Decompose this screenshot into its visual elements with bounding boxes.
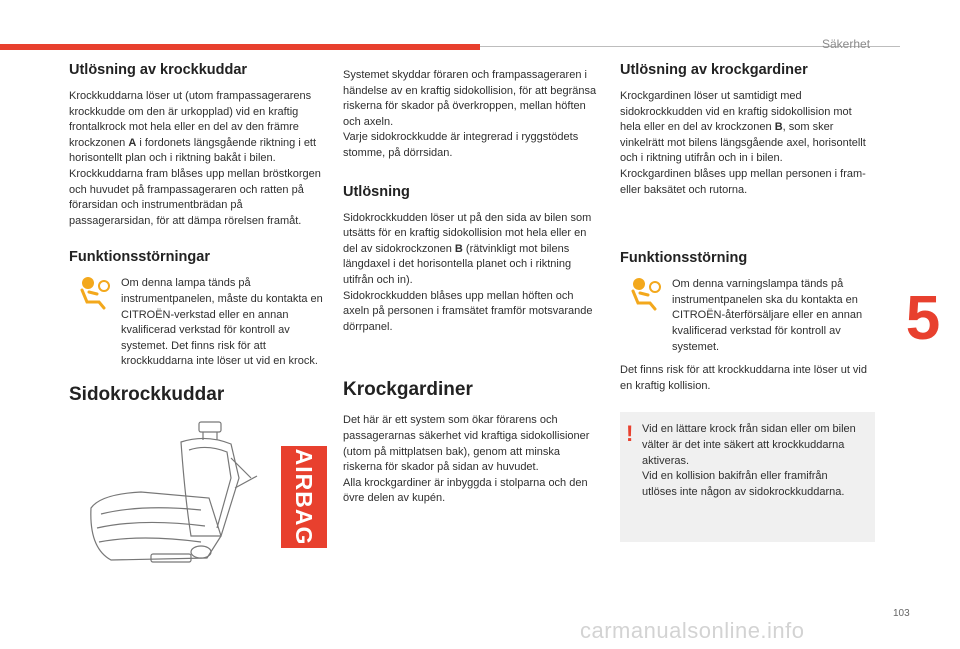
column-left (69, 62, 324, 568)
watermark: carmanualsonline.info (580, 618, 805, 643)
column-middle (343, 68, 598, 507)
header-accent-bar (0, 44, 480, 50)
car-seat-icon (81, 418, 281, 568)
warning-row (69, 276, 324, 370)
paragraph-frontal-inflation: Krockkuddarna fram blåses upp mellan bröstkorgen och huvudet på frampassageraren och ratten på förarsidan och instrumentbrädan på passagerarsidan, för att dämpa rörelsen framåt. (69, 167, 321, 227)
paragraph-malfunction-contact: Om denna varningslampa tänds på instrumentpanelen ska du kontakta en CITROËN-återförsäljare eller en annan kvalificerad verkstad för kontroll av systemet. (672, 278, 863, 353)
caution-text-rear: Vid en kollision bakifrån eller framifrån utlöses inte någon av sidokrockkuddarna. (642, 470, 845, 498)
heading-curtain-airbags: Krockgardiner (343, 379, 473, 401)
chapter-number: 5 (905, 284, 941, 353)
page-number: 103 (893, 608, 910, 619)
heading-side-airbags: Sidokrockkuddar (69, 383, 225, 405)
paragraph-curtain-release: Krockgardinen löser ut samtidigt med sidokrockkudden vid en kraftig sidokollision mot hela eller en del av krockzonen B, som sker vinkelrätt mot bilens längsgående axel, horisontellt och i riktning utifrån och in i bilen. (620, 90, 866, 165)
seat-illustration (81, 418, 331, 568)
paragraph-curtain-inflation: Krockgardinen blåses upp mellan personen i fram- eller baksätet och rutorna. (620, 167, 866, 196)
paragraph-malfunction-warning: Om denna lampa tänds på instrumentpanelen, måste du kontakta en CITROËN-verkstad eller en annan kvalificerad verkstad för kontroll av systemet. Det finns risk för att krockkuddarna inte löser ut vid en krock. (121, 277, 323, 368)
paragraph-frontal-release: Krockkuddarna löser ut (utom frampassagerarens krockkudde om den är urkopplad) vid en kraftig frontalkrock mot hela eller en del av den främre krockzonen A i fordonets längsgående riktning i ett horisontellt plan och i riktning bakåt i bilen. (69, 90, 317, 165)
caution-text-side: Vid en lättare krock från sidan eller om bilen välter är det inte säkert att krockkuddarna aktiveras. (642, 423, 856, 467)
section-title: Säkerhet (822, 37, 871, 51)
airbag-warning-lamp-icon (628, 277, 672, 316)
heading-malfunctions: Funktionsstörningar (69, 249, 210, 266)
paragraph-side-release: Sidokrockkudden löser ut på den sida av bilen som utsätts för en kraftig sidokollision mot hela eller en del av sidokrockzonen B (rätvinkligt mot bilens längdaxel i det horisontella planet och i riktning utifrån och in). (343, 211, 592, 286)
paragraph-curtain-intro: Det här är ett system som ökar förarens och passagerarnas säkerhet vid kraftiga sidokollisioner (utom på mittplatsen bak), genom att minska riskerna för skador på sidan av huvudet. (343, 414, 590, 474)
exclamation-icon: ! (626, 421, 634, 447)
warning-row-right (620, 277, 875, 355)
heading-malfunction: Funktionsstörning (620, 250, 748, 267)
paragraph-side-inflation: Sidokrockkudden blåses upp mellan höften och axeln på personen i framsätet framför motsvarande dörrpanel. (343, 289, 593, 333)
heading-frontal-airbags: Utlösning av krockkuddar (69, 62, 248, 78)
column-right (620, 62, 875, 542)
airbag-badge: AIRBAG (281, 446, 327, 548)
caution-box (620, 412, 875, 542)
airbag-warning-lamp-icon (77, 276, 121, 315)
paragraph-side-integration: Varje sidokrockkudde är integrerad i ryggstödets stomme, på dörrsidan. (343, 131, 579, 159)
heading-release: Utlösning (343, 183, 410, 200)
paragraph-curtain-location: Alla krockgardiner är inbyggda i stolparna och den övre delen av kupén. (343, 476, 588, 505)
paragraph-risk: Det finns risk för att krockkuddarna inte löser ut vid en kraftig kollision. (620, 364, 867, 392)
heading-curtain-release: Utlösning av krockgardiner (620, 62, 808, 78)
paragraph-side-intro: Systemet skyddar föraren och frampassageraren i händelse av en kraftig sidokollision, för att begränsa riskerna för skador på överkroppen, mellan höften och axeln. (343, 69, 597, 128)
